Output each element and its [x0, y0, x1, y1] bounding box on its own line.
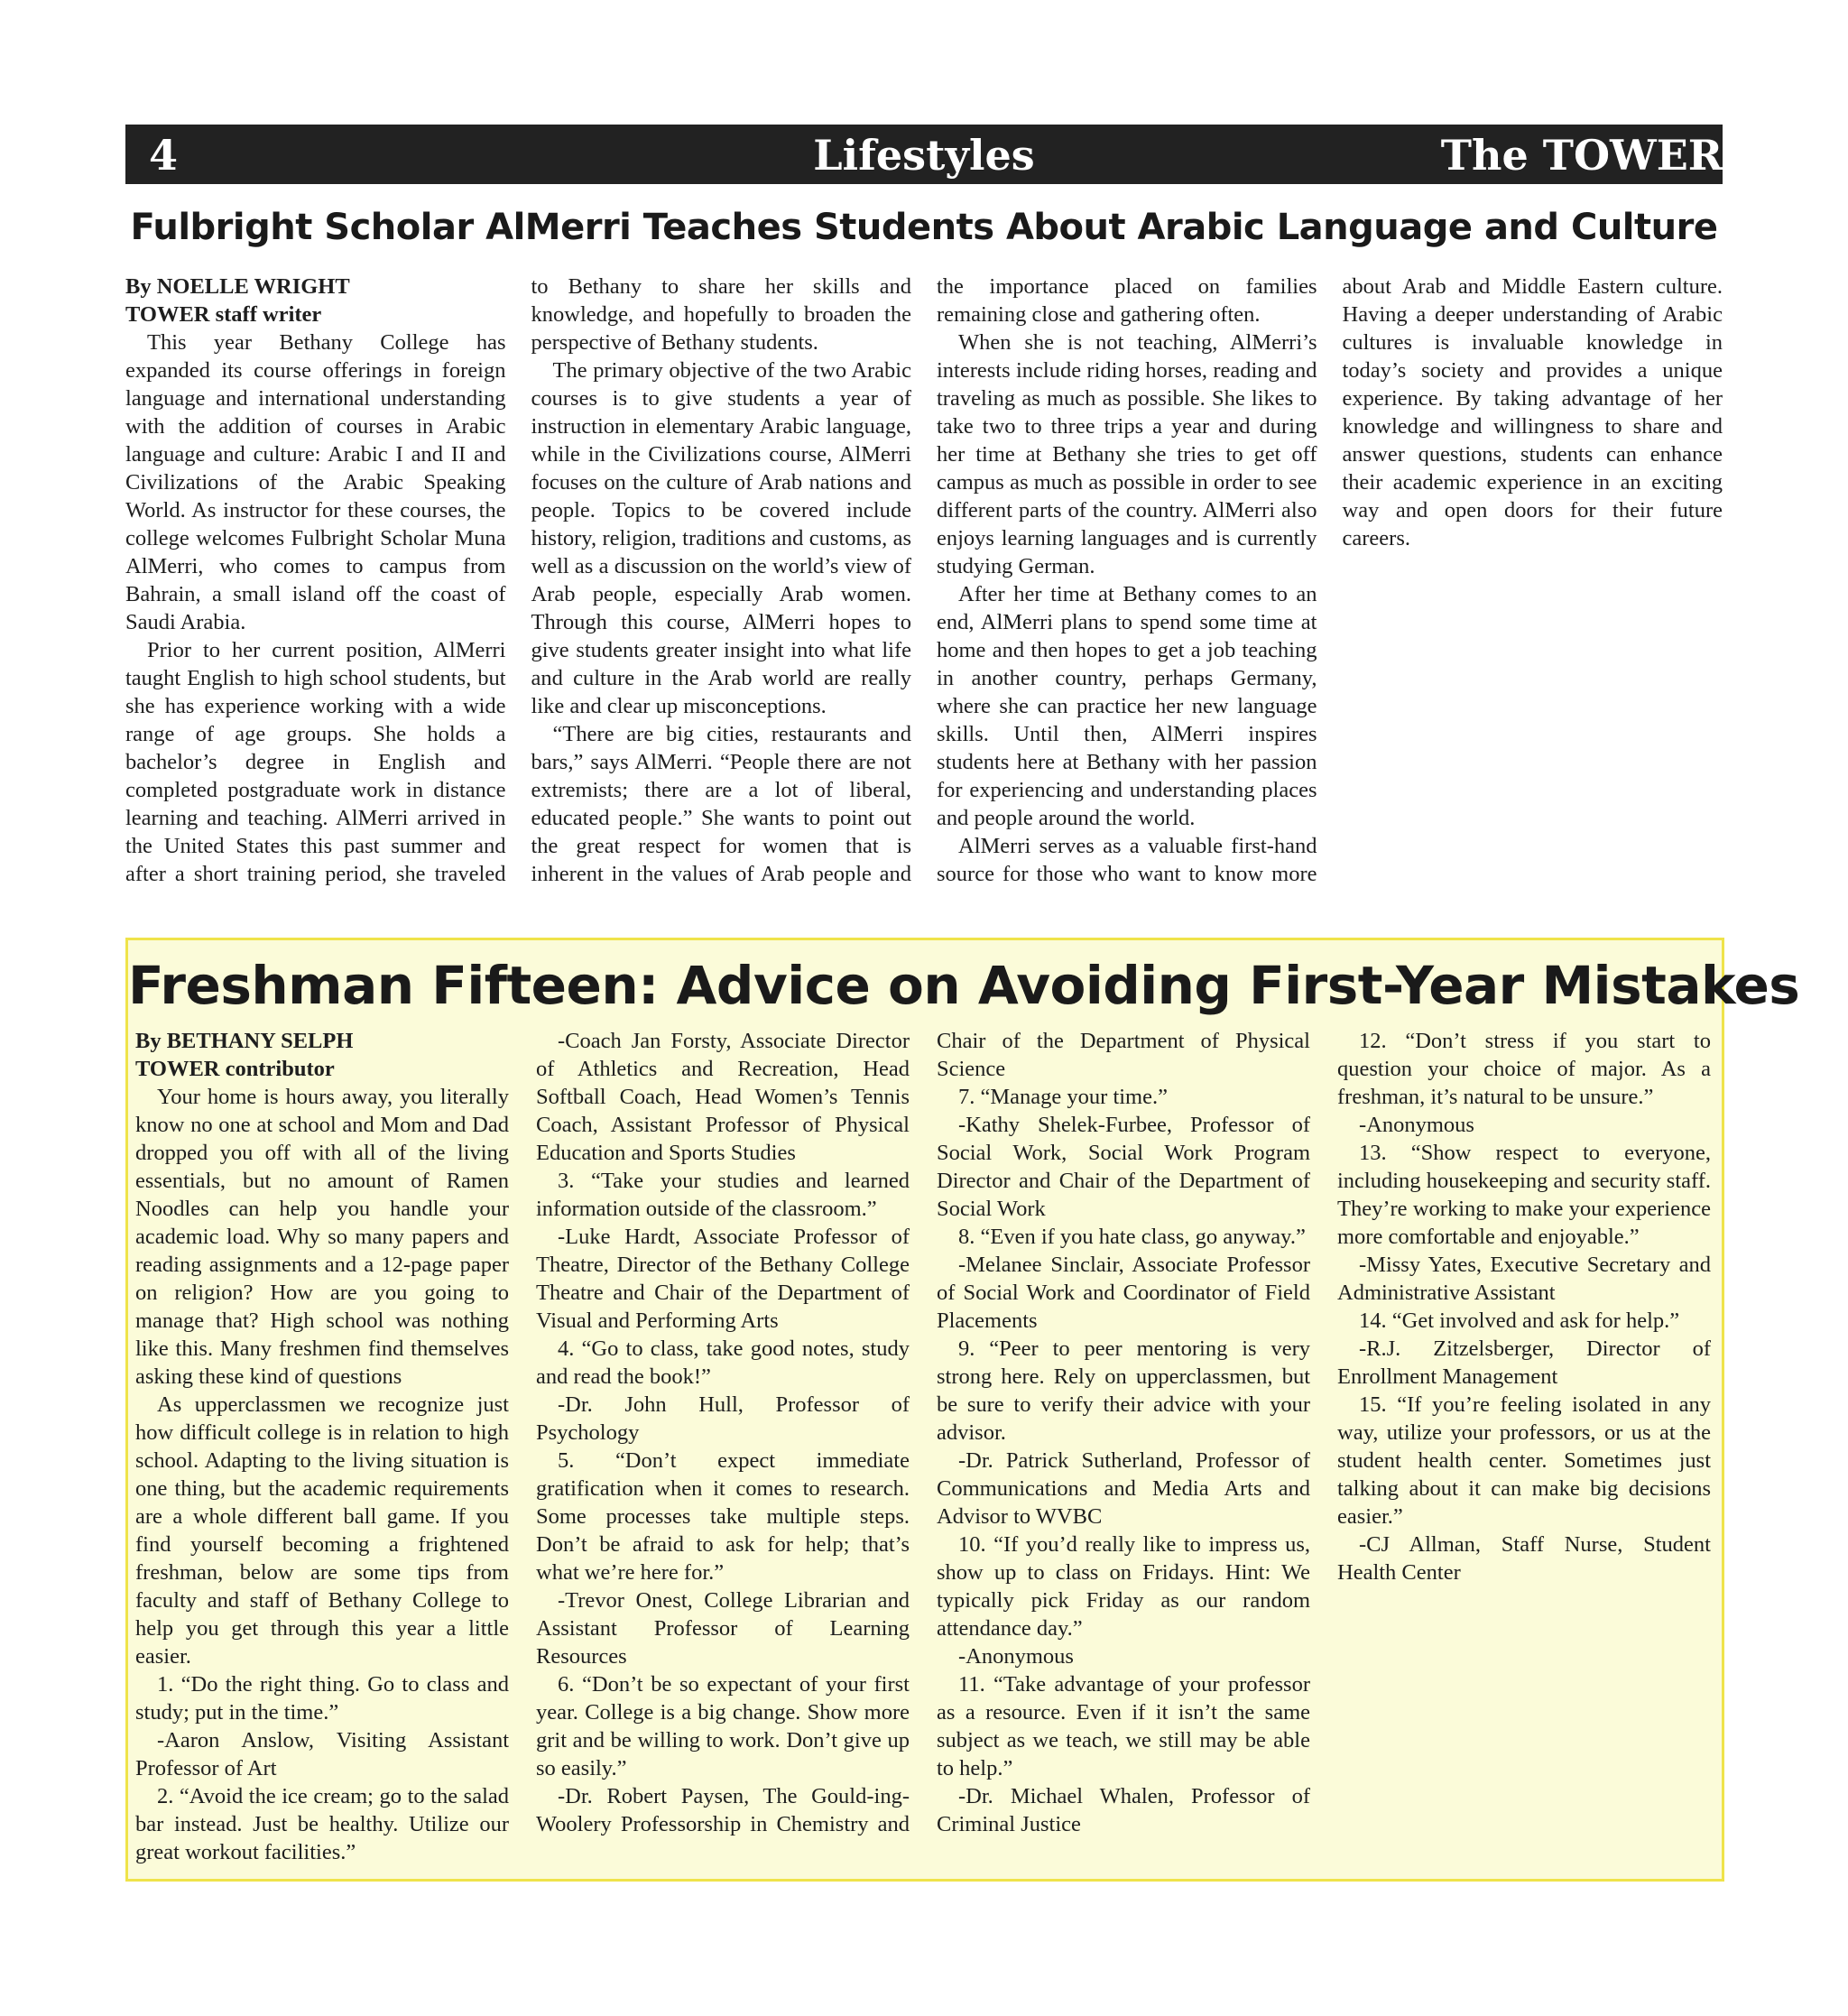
section-masthead — [125, 125, 1723, 184]
section-title: Lifestyles — [813, 131, 1035, 180]
article-paragraph: 5. “Don’t expect immediate gratification when it comes to research. Some processes take multiple steps. Don’t be afraid to ask for help; that’s what we’re here for.” — [536, 1448, 910, 1585]
article-paragraph: As upperclassmen we recognize just how difficult college is in relation to high school. Adapting to the living situation is one thing, but the academic requirements are a whole different ball game. If you find yourself becoming a frightened freshman, below are some tips from faculty and staff of Bethany College to help you get through this year a little easier. — [135, 1392, 509, 1669]
article-paragraph: The primary objective of the two Arabic courses is to give students a year of instruction in elementary Arabic language, while in the Civilizations course, AlMerri focuses on the culture of Arab nations and people. Topics to be covered include history, religion, traditions and customs, as well as a discussion on the world’s view of Arab people, especially Arab women. Through this course, AlMerri hopes to give students greater insight into what life and culture in the Arab world are really like and clear up misconceptions. — [531, 358, 911, 718]
article-paragraph: 10. “If you’d really like to impress us, show up to class on Fridays. Hint: We typically pick Friday as our random attendance day.” — [937, 1532, 1310, 1641]
article-paragraph: -Dr. John Hull, Professor of Psychology — [536, 1392, 910, 1445]
article-1-byline: By NOELLE WRIGHT — [125, 274, 350, 299]
publication-name: The TOWER — [1440, 131, 1723, 180]
article-paragraph: 14. “Get involved and ask for help.” — [1359, 1309, 1680, 1333]
article-paragraph: 8. “Even if you hate class, go anyway.” — [958, 1225, 1306, 1249]
article-paragraph: 3. “Take your studies and learned information outside of the classroom.” — [536, 1169, 910, 1221]
article-paragraph: -Melanee Sinclair, Associate Professor of Social Work and Coordinator of Field Placements — [937, 1253, 1310, 1333]
article-paragraph: -Dr. Robert Paysen, The Gould-ing-Woolery Professorship in Chemistry and Chair of the Department of Physical Science — [536, 1029, 1310, 1836]
article-paragraph: -Kathy Shelek-Furbee, Professor of Social Work, Social Work Program Director and Chair of the Department of Social Work — [937, 1113, 1310, 1221]
article-paragraph: 15. “If you’re feeling isolated in any way, utilize your professors, or us at the student health center. Sometimes just talking about it can make big decisions easier.” — [1337, 1392, 1711, 1529]
article-2-body — [135, 1027, 1711, 1866]
article-paragraph: 9. “Peer to peer mentoring is very strong here. Rely on upperclassmen, but be sure to verify their advice with your advisor. — [937, 1336, 1310, 1445]
article-paragraph: 1. “Do the right thing. Go to class and study; put in the time.” — [135, 1672, 509, 1725]
article-2-byline-role: TOWER contributor — [135, 1057, 335, 1081]
article-paragraph: -Coach Jan Forsty, Associate Director of Athletics and Recreation, Head Softball Coach, Head Women’s Tennis Coach, Assistant Professor of Physical Education and Sports Studies — [536, 1029, 910, 1165]
article-paragraph: AlMerri serves as a valuable first-hand source for those who want to know more about Arab and Middle Eastern culture. Having a deeper understanding of Arabic cultures is invaluable knowledge in today’s society and provides a unique experience. By taking advantage of her knowledge and willingness to share and answer questions, students can enhance their academic experience in an exciting way and open doors for their future careers. — [937, 274, 1723, 886]
article-1-headline: Fulbright Scholar AlMerri Teaches Students About Arabic Language and Culture — [130, 207, 1718, 248]
article-paragraph: “There are big cities, restaurants and bars,” says AlMerri. “People there are not extremists; there are a lot of liberal, educated people.” She wants to point out the great respect for women that is inherent in the values of Arab people and the importance placed on families remaining close and gathering often. — [531, 274, 1317, 886]
article-paragraph: 6. “Don’t be so expectant of your first year. College is a big change. Show more grit and be willing to work. Don’t give up so easily.” — [536, 1672, 910, 1780]
article-2-byline: By BETHANY SELPH — [135, 1029, 354, 1053]
article-2-box — [125, 938, 1800, 1882]
article-paragraph: -Trevor Onest, College Librarian and Assistant Professor of Learning Resources — [536, 1588, 910, 1669]
article-paragraph: -R.J. Zitzelsberger, Director of Enrollment Management — [1337, 1336, 1711, 1389]
article-paragraph: After her time at Bethany comes to an end, AlMerri plans to spend some time at home and then hopes to get a job teaching in another country, perhaps Germany, where she can practice her new language skills. Until then, AlMerri inspires students here at Bethany with her passion for experiencing and understanding places and people around the world. — [937, 582, 1317, 830]
article-paragraph: -Anonymous — [958, 1644, 1074, 1669]
article-1-body — [125, 273, 1723, 895]
article-paragraph: This year Bethany College has expanded its course offerings in foreign language and international understanding with the addition of courses in Arabic language and culture: Arabic I and II and Civilizations of the Arabic Speaking World. As instructor for these courses, the college welcomes Fulbright Scholar Muna AlMerri, who comes to campus from Bahrain, a small island off the coast of Saudi Arabia. — [125, 330, 506, 634]
article-paragraph: -CJ Allman, Staff Nurse, Student Health Center — [1337, 1532, 1711, 1585]
article-paragraph: -Anonymous — [1359, 1113, 1474, 1137]
article-paragraph: 4. “Go to class, take good notes, study and read the book!” — [536, 1336, 910, 1389]
article-paragraph: 13. “Show respect to everyone, including housekeeping and security staff. They’re working to make your experience more comfortable and enjoyable.” — [1337, 1141, 1711, 1249]
article-paragraph: -Aaron Anslow, Visiting Assistant Professor of Art — [135, 1728, 509, 1780]
article-paragraph: -Dr. Patrick Sutherland, Professor of Communications and Media Arts and Advisor to WVBC — [937, 1448, 1310, 1529]
article-1-byline-role: TOWER staff writer — [125, 302, 322, 327]
article-paragraph: -Missy Yates, Executive Secretary and Administrative Assistant — [1337, 1253, 1711, 1305]
article-paragraph: 2. “Avoid the ice cream; go to the salad bar instead. Just be healthy. Utilize our great workout facilities.” — [135, 1784, 509, 1864]
article-paragraph: Your home is hours away, you literally know no one at school and Mom and Dad dropped you off with all of the living essentials, but no amount of Ramen Noodles can help you handle your academic load. Why so many papers and reading assignments and a 12-page paper on religion? How are you going to manage that? High school was nothing like this. Many freshmen find themselves asking these kind of questions — [135, 1085, 509, 1389]
article-paragraph: Prior to her current position, AlMerri taught English to high school students, but she has experience working with a wide range of age groups. She holds a bachelor’s degree in English and completed postgraduate work in distance learning and teaching. AlMerri arrived in the United States this past summer and after a short training period, she traveled to Bethany to share her skills and knowledge, and hopefully to broaden the perspective of Bethany students. — [125, 274, 911, 886]
article-paragraph: 12. “Don’t stress if you start to question your choice of major. As a freshman, it’s natural to be unsure.” — [1337, 1029, 1711, 1109]
article-paragraph: -Dr. Michael Whalen, Professor of Criminal Justice — [937, 1784, 1310, 1836]
article-paragraph: 7. “Manage your time.” — [958, 1085, 1168, 1109]
article-paragraph: 11. “Take advantage of your professor as a resource. Even if it isn’t the same subject as we teach, we still may be able to help.” — [937, 1672, 1310, 1780]
article-2-headline: Freshman Fifteen: Advice on Avoiding First-Year Mistakes — [128, 955, 1800, 1016]
article-paragraph: -Luke Hardt, Associate Professor of Theatre, Director of the Bethany College Theatre and Chair of the Department of Visual and Performing Arts — [536, 1225, 910, 1333]
page-number: 4 — [149, 131, 179, 180]
article-paragraph: When she is not teaching, AlMerri’s interests include riding horses, reading and traveling as much as possible. She likes to take two to three trips a year and during her time at Bethany she tries to get off campus as much as possible in order to see different parts of the country. AlMerri also enjoys learning languages and is currently studying German. — [937, 330, 1317, 578]
